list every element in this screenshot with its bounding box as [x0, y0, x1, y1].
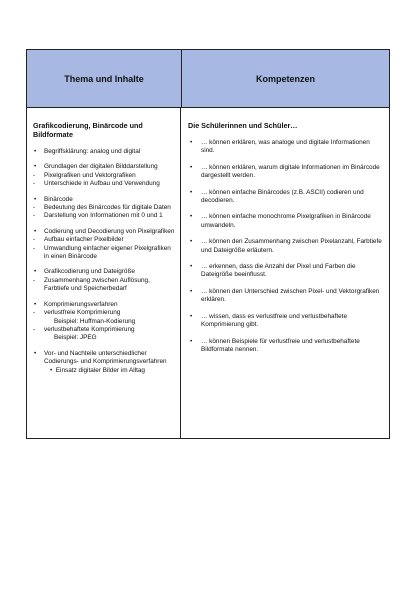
subtopic-item	[32, 236, 175, 244]
subtopic-list	[33, 309, 175, 343]
subtopic-text: Umwandlung einfacher eigener Pixelgrafiken in einen Binärcode	[44, 244, 171, 261]
subtopic-text: verlustbehaftete Komprimierung	[44, 325, 135, 333]
dash-icon: -	[33, 204, 36, 212]
bullet-icon: •	[190, 163, 193, 171]
subtopic-item	[32, 212, 175, 220]
competency-item	[187, 288, 383, 305]
bullet-icon: •	[34, 227, 37, 235]
dash-icon: -	[33, 171, 36, 179]
subtopic-text: verlustfreie Komprimierung	[44, 309, 121, 317]
topic-item	[32, 196, 175, 221]
bullet-icon: •	[34, 300, 37, 308]
competency-text: … können einfache monochrome Pixelgrafiken in Binärcode umwandeln.	[201, 213, 371, 229]
competency-text: … erkennen, dass die Anzahl der Pixel und Farben die Dateigröße beeinflusst.	[201, 263, 356, 279]
example-text: Beispiel: Huffman-Kodierung	[54, 317, 136, 325]
bullet-icon: •	[190, 287, 193, 295]
subtopic-item	[32, 204, 175, 212]
competency-item	[187, 213, 383, 230]
bullet-icon: •	[34, 163, 37, 171]
subtopic-text: Darstellung von Informationen mit 0 und 1	[44, 212, 163, 220]
topic-text: Begriffsklärung: analog und digital	[44, 148, 141, 155]
dash-icon: -	[33, 325, 36, 333]
subtopic-item	[32, 277, 175, 294]
header-competencies: Kompetenzen	[255, 73, 315, 84]
bullet-icon: •	[190, 263, 193, 271]
competency-item	[187, 313, 383, 330]
subtopic-text: Aufbau einfacher Pixelbilder	[44, 236, 124, 244]
table-body	[27, 108, 389, 438]
subtopic-item	[32, 245, 175, 262]
competency-item	[187, 164, 383, 181]
topic-text: Codierung und Decodierung von Pixelgrafiken	[44, 227, 175, 235]
topic-text: Komprimierungsverfahren	[44, 300, 118, 308]
competency-item	[187, 189, 383, 206]
subtopic-text: Zusammenhang zwischen Auflösung, Farbtiefe und Speicherbedarf	[44, 276, 150, 293]
competency-item	[187, 139, 383, 156]
dash-icon: -	[33, 276, 36, 284]
topic-item	[32, 350, 175, 375]
competency-text: … können einfache Binärcodes (z.B. ASCII) codieren und decodieren.	[201, 188, 364, 205]
dash-icon: -	[33, 309, 36, 317]
subtopic-text: Pixelgrafiken und Vektorgrafiken	[44, 171, 136, 179]
subtopic-list	[33, 204, 175, 221]
bullet-icon: •	[190, 238, 193, 246]
bullet-icon: •	[34, 268, 37, 276]
subbullet-item: • Einsatz digitaler Bilder im Alltag	[50, 366, 145, 374]
competency-item	[187, 263, 383, 280]
header-topics: Thema und Inhalte	[27, 50, 182, 107]
subtopic-list	[33, 236, 175, 261]
topics-list	[32, 148, 175, 375]
subtopic-text: Unterschiede in Aufbau und Verwendung	[44, 180, 160, 188]
subtopic-list	[33, 276, 175, 294]
dash-icon: -	[33, 244, 36, 252]
topic-item	[32, 228, 175, 262]
competency-text: … können den Zusammenhang zwischen Pixelanzahl, Farbtiefe und Dateigröße erläutern.	[201, 238, 382, 254]
competencies-column	[181, 108, 389, 438]
topics-title: Grafikcodierung, Binärcode und Bildformate	[33, 121, 143, 139]
bullet-icon: •	[190, 337, 193, 345]
subtopic-item	[32, 180, 175, 188]
dash-icon: -	[33, 236, 36, 244]
bullet-icon: •	[34, 148, 37, 155]
bullet-icon: •	[190, 139, 193, 146]
competency-text: … können erklären, was analoge und digitale Informationen sind.	[201, 139, 370, 155]
bullet-icon: •	[34, 349, 37, 357]
competencies-title: Die Schülerinnen und Schüler…	[188, 121, 298, 130]
subtopic-item	[32, 326, 175, 343]
subtopic-text: Bedeutung des Binärcodes für digitale Daten	[44, 204, 171, 212]
example-text: Beispiel: JPEG	[54, 334, 97, 342]
topic-text: Grafikcodierung und Dateigröße	[44, 268, 135, 276]
dash-icon: -	[33, 180, 36, 188]
competency-text: … wissen, dass es verlustfreie und verlustbehaftete Komprimierung gibt.	[201, 312, 347, 329]
topic-text: Grundlagen der digitalen Bilddarstellung	[44, 163, 158, 171]
bullet-icon: •	[190, 188, 193, 196]
subbullet-text: Einsatz digitaler Bilder im Alltag	[55, 366, 145, 374]
curriculum-table	[26, 49, 390, 439]
competency-text: … können den Unterschied zwischen Pixel- und Vektorgrafiken erklären.	[201, 287, 380, 304]
competencies-list	[187, 139, 383, 354]
topic-item	[32, 301, 175, 343]
competency-item	[187, 338, 383, 355]
bullet-icon: •	[34, 195, 37, 203]
subtopic-item	[32, 309, 175, 326]
topic-item	[32, 148, 175, 156]
competency-text: … können erklären, warum digitale Informationen im Binärcode dargestellt werden.	[201, 163, 380, 180]
subtopic-item	[32, 172, 175, 180]
topic-item	[32, 163, 175, 188]
subtopic-list	[33, 171, 175, 189]
competency-item	[187, 238, 383, 255]
topics-column	[27, 108, 181, 438]
topic-item	[32, 268, 175, 293]
topic-text: Vor- und Nachteile unterschiedlicher Codierungs- und Komprimierungsverfahren	[44, 349, 167, 366]
dash-icon: -	[33, 212, 36, 220]
table-header	[27, 50, 389, 108]
competency-text: … können Beispiele für verlustfreie und verlustbehaftete Bildformate nennen.	[201, 337, 360, 353]
topic-text: Binärcode	[44, 195, 73, 203]
bullet-icon: •	[190, 312, 193, 320]
bullet-icon: •	[190, 213, 193, 221]
